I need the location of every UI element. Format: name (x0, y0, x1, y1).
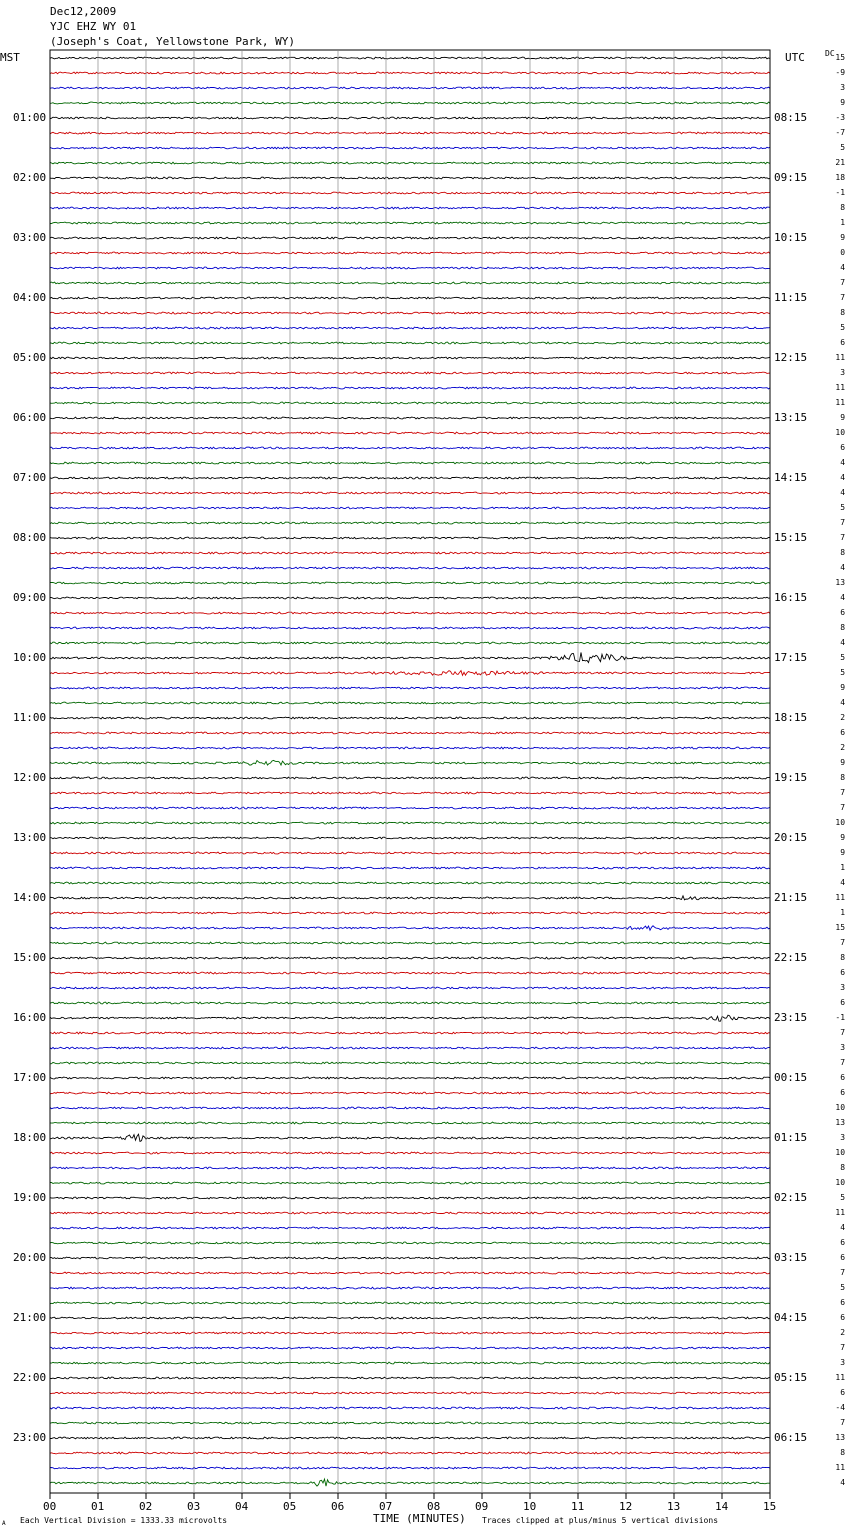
dc-offset-17: 8 (840, 308, 846, 317)
mst-label-9: 10:00 (13, 651, 47, 664)
dc-offset-50: 7 (840, 803, 846, 812)
dc-offset-6: 5 (840, 143, 846, 152)
dc-offset-37: 6 (840, 608, 846, 617)
x-tick-label-14: 14 (715, 1500, 729, 1513)
trace-2 (50, 87, 770, 89)
trace-47 (50, 760, 770, 765)
trace-92 (50, 1437, 770, 1439)
trace-72 (50, 1134, 770, 1141)
dc-offset-25: 10 (835, 428, 846, 437)
trace-65 (50, 1032, 770, 1034)
trace-1 (50, 72, 770, 74)
trace-80 (50, 1257, 770, 1259)
x-tick-label-09: 09 (475, 1500, 489, 1513)
dc-offset-7: 21 (835, 158, 846, 167)
trace-5 (50, 132, 770, 134)
dc-offset-34: 4 (840, 563, 846, 572)
trace-50 (50, 807, 770, 809)
dc-offset-2: 3 (840, 83, 846, 92)
x-tick-label-03: 03 (187, 1500, 201, 1513)
mst-label-12: 13:00 (13, 831, 47, 844)
trace-75 (50, 1182, 770, 1184)
clip-note: Traces clipped at plus/minus 5 vertical divisions (482, 1516, 719, 1525)
dc-offset-65: 7 (840, 1028, 846, 1037)
trace-89 (50, 1392, 770, 1394)
trace-64 (50, 1015, 770, 1021)
trace-29 (50, 492, 770, 494)
dc-offset-49: 7 (840, 788, 846, 797)
dc-offset-71: 13 (835, 1118, 846, 1127)
trace-28 (50, 477, 770, 479)
dc-offset-47: 9 (840, 758, 846, 767)
trace-56 (50, 896, 770, 900)
dc-offset-35: 13 (835, 578, 846, 587)
dc-offset-87: 3 (840, 1358, 846, 1367)
trace-12 (50, 237, 770, 239)
dc-offset-55: 4 (840, 878, 846, 887)
x-axis-label: TIME (MINUTES) (373, 1512, 466, 1525)
mst-label-20: 21:00 (13, 1311, 47, 1324)
dc-offset-18: 5 (840, 323, 846, 332)
trace-19 (50, 342, 770, 344)
trace-52 (50, 837, 770, 839)
dc-offset-9: -1 (835, 188, 846, 197)
trace-60 (50, 957, 770, 959)
trace-42 (50, 687, 770, 689)
x-tick-label-01: 01 (91, 1500, 105, 1513)
mst-label-5: 06:00 (13, 411, 47, 424)
trace-74 (50, 1167, 770, 1169)
trace-83 (50, 1302, 770, 1304)
trace-45 (50, 732, 770, 734)
dc-offset-48: 8 (840, 773, 846, 782)
dc-offset-43: 4 (840, 698, 846, 707)
dc-offset-11: 1 (840, 218, 846, 227)
dc-offset-3: 9 (840, 98, 846, 107)
utc-label-20: 04:15 (774, 1311, 808, 1324)
mst-label-21: 22:00 (13, 1371, 47, 1384)
utc-label-8: 16:15 (774, 591, 808, 604)
mst-label-8: 09:00 (13, 591, 47, 604)
plot-location: (Joseph's Coat, Yellowstone Park, WY) (50, 35, 296, 48)
utc-label-3: 11:15 (774, 291, 808, 304)
dc-offset-76: 5 (840, 1193, 846, 1202)
trace-59 (50, 942, 770, 944)
dc-offset-27: 4 (840, 458, 846, 467)
dc-offset-68: 6 (840, 1073, 846, 1082)
dc-offset-67: 7 (840, 1058, 846, 1067)
right-timezone-label: UTC (785, 51, 805, 64)
dc-offset-53: 9 (840, 848, 846, 857)
trace-9 (50, 192, 770, 194)
trace-88 (50, 1377, 770, 1379)
left-timezone-label: MST (0, 51, 20, 64)
dc-offset-24: 9 (840, 413, 846, 422)
footer-mark: A (2, 1520, 6, 1527)
trace-22 (50, 387, 770, 389)
utc-label-14: 22:15 (774, 951, 808, 964)
dc-offset-63: 6 (840, 998, 846, 1007)
mst-label-15: 16:00 (13, 1011, 47, 1024)
trace-10 (50, 207, 770, 209)
trace-49 (50, 792, 770, 794)
mst-label-2: 03:00 (13, 231, 47, 244)
utc-label-9: 17:15 (774, 651, 808, 664)
mst-label-6: 07:00 (13, 471, 47, 484)
dc-offset-40: 5 (840, 653, 846, 662)
trace-91 (50, 1422, 770, 1424)
dc-offset-46: 2 (840, 743, 846, 752)
dc-label: DC (825, 49, 835, 58)
utc-label-18: 02:15 (774, 1191, 808, 1204)
utc-label-15: 23:15 (774, 1011, 808, 1024)
trace-7 (50, 162, 770, 164)
dc-offset-58: 15 (835, 923, 846, 932)
x-tick-label-04: 04 (235, 1500, 249, 1513)
dc-offset-54: 1 (840, 863, 846, 872)
dc-offset-86: 7 (840, 1343, 846, 1352)
dc-offset-62: 3 (840, 983, 846, 992)
trace-6 (50, 147, 770, 149)
trace-41 (50, 671, 770, 676)
trace-53 (50, 852, 770, 854)
trace-38 (50, 627, 770, 629)
utc-label-2: 10:15 (774, 231, 808, 244)
mst-label-7: 08:00 (13, 531, 47, 544)
dc-offset-19: 6 (840, 338, 846, 347)
trace-95 (50, 1479, 770, 1486)
trace-24 (50, 417, 770, 419)
x-tick-label-15: 15 (763, 1500, 777, 1513)
dc-offset-22: 11 (835, 383, 846, 392)
trace-57 (50, 912, 770, 914)
trace-90 (50, 1407, 770, 1409)
dc-offset-92: 13 (835, 1433, 846, 1442)
dc-offset-88: 11 (835, 1373, 846, 1382)
trace-87 (50, 1362, 770, 1364)
trace-4 (50, 117, 770, 119)
trace-37 (50, 612, 770, 614)
trace-3 (50, 102, 770, 104)
mst-label-11: 12:00 (13, 771, 47, 784)
dc-offset-20: 11 (835, 353, 846, 362)
dc-offset-91: 7 (840, 1418, 846, 1427)
utc-label-1: 09:15 (774, 171, 808, 184)
dc-offset-26: 6 (840, 443, 846, 452)
trace-0 (50, 57, 770, 59)
dc-offset-0: 15 (835, 53, 846, 62)
dc-offset-81: 7 (840, 1268, 846, 1277)
trace-31 (50, 522, 770, 524)
dc-offset-52: 9 (840, 833, 846, 842)
trace-86 (50, 1347, 770, 1349)
trace-27 (50, 462, 770, 464)
trace-58 (50, 926, 770, 930)
mst-label-13: 14:00 (13, 891, 47, 904)
trace-78 (50, 1227, 770, 1229)
trace-33 (50, 552, 770, 554)
trace-76 (50, 1197, 770, 1199)
utc-label-11: 19:15 (774, 771, 808, 784)
trace-43 (50, 702, 770, 704)
utc-label-10: 18:15 (774, 711, 808, 724)
mst-label-16: 17:00 (13, 1071, 47, 1084)
trace-11 (50, 222, 770, 224)
utc-label-16: 00:15 (774, 1071, 808, 1084)
dc-offset-77: 11 (835, 1208, 846, 1217)
utc-label-19: 03:15 (774, 1251, 808, 1264)
x-tick-label-08: 08 (427, 1500, 441, 1513)
trace-20 (50, 357, 770, 359)
trace-73 (50, 1152, 770, 1154)
utc-label-6: 14:15 (774, 471, 808, 484)
utc-label-4: 12:15 (774, 351, 808, 364)
dc-offset-69: 6 (840, 1088, 846, 1097)
dc-offset-90: -4 (835, 1403, 846, 1412)
trace-34 (50, 567, 770, 569)
dc-offset-1: -9 (835, 68, 846, 77)
dc-offset-80: 6 (840, 1253, 846, 1262)
mst-label-18: 19:00 (13, 1191, 47, 1204)
dc-offset-64: -1 (835, 1013, 846, 1022)
dc-offset-8: 18 (835, 173, 846, 182)
mst-label-17: 18:00 (13, 1131, 47, 1144)
x-tick-label-02: 02 (139, 1500, 153, 1513)
dc-offset-36: 4 (840, 593, 846, 602)
trace-51 (50, 822, 770, 824)
dc-offset-28: 4 (840, 473, 846, 482)
dc-offset-66: 3 (840, 1043, 846, 1052)
dc-offset-23: 11 (835, 398, 846, 407)
trace-77 (50, 1212, 770, 1214)
trace-61 (50, 972, 770, 974)
trace-39 (50, 642, 770, 644)
utc-label-17: 01:15 (774, 1131, 808, 1144)
utc-label-13: 21:15 (774, 891, 808, 904)
trace-62 (50, 987, 770, 989)
dc-offset-56: 11 (835, 893, 846, 902)
dc-offset-94: 11 (835, 1463, 846, 1472)
mst-label-4: 05:00 (13, 351, 47, 364)
mst-label-22: 23:00 (13, 1431, 47, 1444)
dc-offset-38: 8 (840, 623, 846, 632)
trace-35 (50, 582, 770, 584)
dc-offset-78: 4 (840, 1223, 846, 1232)
trace-63 (50, 1002, 770, 1004)
trace-8 (50, 177, 770, 179)
trace-81 (50, 1272, 770, 1274)
trace-17 (50, 312, 770, 314)
trace-26 (50, 447, 770, 449)
trace-15 (50, 282, 770, 284)
dc-offset-51: 10 (835, 818, 846, 827)
dc-offset-95: 4 (840, 1478, 846, 1487)
dc-offset-15: 7 (840, 278, 846, 287)
dc-offset-70: 10 (835, 1103, 846, 1112)
dc-offset-74: 8 (840, 1163, 846, 1172)
dc-offset-85: 2 (840, 1328, 846, 1337)
mst-label-0: 01:00 (13, 111, 47, 124)
x-tick-label-10: 10 (523, 1500, 537, 1513)
trace-13 (50, 252, 770, 254)
dc-offset-4: -3 (835, 113, 846, 122)
dc-offset-93: 8 (840, 1448, 846, 1457)
dc-offset-84: 6 (840, 1313, 846, 1322)
dc-offset-61: 6 (840, 968, 846, 977)
dc-offset-39: 4 (840, 638, 846, 647)
trace-46 (50, 747, 770, 749)
utc-label-21: 05:15 (774, 1371, 808, 1384)
trace-85 (50, 1332, 770, 1334)
scale-note: Each Vertical Division = 1333.33 microvolts (20, 1516, 228, 1525)
trace-44 (50, 717, 770, 719)
mst-label-19: 20:00 (13, 1251, 47, 1264)
x-tick-label-06: 06 (331, 1500, 345, 1513)
plot-frame (50, 50, 770, 1493)
x-tick-label-11: 11 (571, 1500, 585, 1513)
x-tick-label-05: 05 (283, 1500, 297, 1513)
trace-14 (50, 267, 770, 269)
trace-82 (50, 1287, 770, 1289)
dc-offset-45: 6 (840, 728, 846, 737)
dc-offset-33: 8 (840, 548, 846, 557)
utc-label-22: 06:15 (774, 1431, 808, 1444)
dc-offset-44: 2 (840, 713, 846, 722)
dc-offset-89: 6 (840, 1388, 846, 1397)
dc-offset-16: 7 (840, 293, 846, 302)
dc-offset-12: 9 (840, 233, 846, 242)
trace-93 (50, 1452, 770, 1454)
utc-label-7: 15:15 (774, 531, 808, 544)
x-tick-label-07: 07 (379, 1500, 393, 1513)
dc-offset-5: -7 (835, 128, 846, 137)
mst-label-1: 02:00 (13, 171, 47, 184)
plot-date: Dec12,2009 (50, 5, 117, 18)
trace-70 (50, 1107, 770, 1109)
mst-label-14: 15:00 (13, 951, 47, 964)
trace-54 (50, 867, 770, 869)
trace-25 (50, 432, 770, 434)
trace-66 (50, 1047, 770, 1049)
trace-84 (50, 1317, 770, 1319)
utc-label-12: 20:15 (774, 831, 808, 844)
dc-offset-59: 7 (840, 938, 846, 947)
mst-label-10: 11:00 (13, 711, 47, 724)
trace-36 (50, 597, 770, 599)
dc-offset-79: 6 (840, 1238, 846, 1247)
trace-68 (50, 1077, 770, 1079)
mst-label-3: 04:00 (13, 291, 47, 304)
trace-79 (50, 1242, 770, 1244)
trace-21 (50, 372, 770, 374)
dc-offset-21: 3 (840, 368, 846, 377)
trace-23 (50, 402, 770, 404)
dc-offset-83: 6 (840, 1298, 846, 1307)
dc-offset-57: 1 (840, 908, 846, 917)
dc-offset-30: 5 (840, 503, 846, 512)
x-tick-label-00: 00 (43, 1500, 57, 1513)
trace-16 (50, 297, 770, 299)
trace-69 (50, 1092, 770, 1094)
dc-offset-14: 4 (840, 263, 846, 272)
trace-67 (50, 1062, 770, 1064)
utc-label-5: 13:15 (774, 411, 808, 424)
trace-71 (50, 1122, 770, 1124)
dc-offset-72: 3 (840, 1133, 846, 1142)
trace-32 (50, 537, 770, 539)
dc-offset-41: 5 (840, 668, 846, 677)
trace-18 (50, 327, 770, 329)
trace-40 (50, 653, 770, 663)
x-tick-label-13: 13 (667, 1500, 681, 1513)
dc-offset-42: 9 (840, 683, 846, 692)
trace-94 (50, 1467, 770, 1469)
dc-offset-10: 8 (840, 203, 846, 212)
utc-label-0: 08:15 (774, 111, 808, 124)
trace-30 (50, 507, 770, 509)
dc-offset-31: 7 (840, 518, 846, 527)
dc-offset-82: 5 (840, 1283, 846, 1292)
trace-48 (50, 777, 770, 779)
trace-group (50, 57, 770, 1486)
dc-offset-29: 4 (840, 488, 846, 497)
dc-offset-73: 10 (835, 1148, 846, 1157)
trace-55 (50, 882, 770, 884)
dc-offset-13: 0 (840, 248, 846, 257)
dc-offset-75: 10 (835, 1178, 846, 1187)
x-tick-label-12: 12 (619, 1500, 633, 1513)
dc-offset-32: 7 (840, 533, 846, 542)
dc-offset-60: 8 (840, 953, 846, 962)
plot-station: YJC EHZ WY 01 (50, 20, 137, 33)
